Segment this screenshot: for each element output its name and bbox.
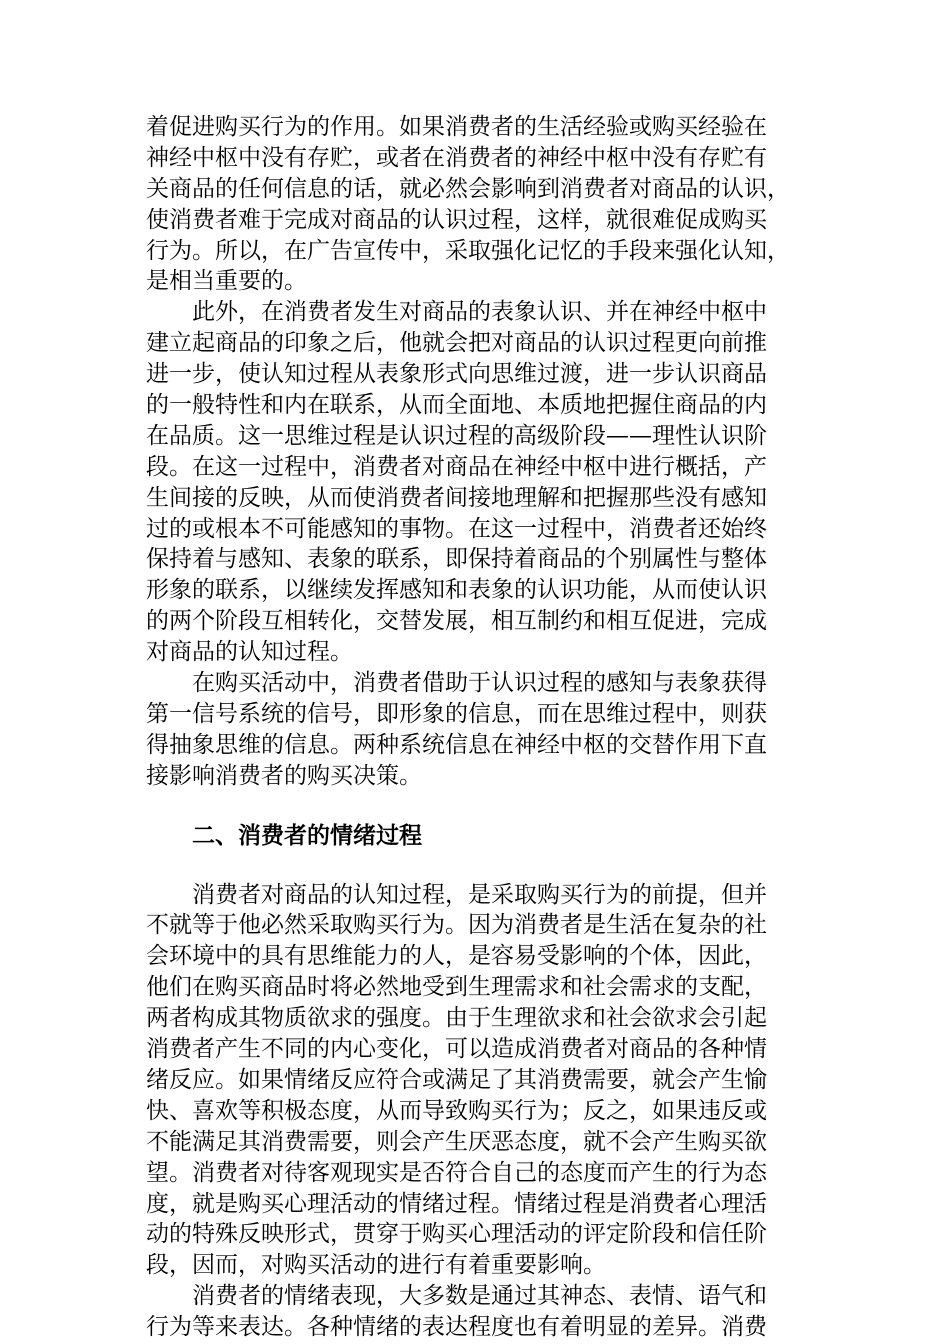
text-line: 在购买活动中，消费者借助于认识过程的感知与表象获得 [192, 670, 767, 697]
section-heading: 二、消费者的情绪过程 [192, 821, 422, 849]
paragraph-2 [146, 297, 800, 668]
text-line: 神经中枢中没有存贮，或者在消费者的神经中枢中没有存贮有 [146, 144, 767, 171]
text-line: 会环境中的具有思维能力的人，是容易受影响的个体，因此， [146, 943, 767, 970]
text-line: 行为。所以，在广告宣传中，采取强化记忆的手段来强化认知， [146, 237, 790, 264]
text-line: 不能满足其消费需要，则会产生厌恶态度，就不会产生购买欲 [146, 1128, 767, 1155]
spacer [146, 792, 800, 820]
text-line: 进一步，使认知过程从表象形式向思维过渡，进一步认识商品 [146, 361, 767, 388]
text-line: 使消费者难于完成对商品的认识过程，这样，就很难促成购买 [146, 206, 767, 233]
paragraph-3 [146, 668, 800, 792]
text-line: 接影响消费者的购买决策。 [146, 762, 422, 789]
text-line: 的一般特性和内在联系，从而全面地、本质地把握住商品的内 [146, 392, 767, 419]
text-line: 第一信号系统的信号，即形象的信息，而在思维过程中，则获 [146, 700, 767, 727]
paragraph-4 [146, 880, 800, 1282]
text-line: 段。在这一过程中，消费者对商品在神经中枢中进行概括，产 [146, 453, 767, 480]
text-line: 消费者产生不同的内心变化，可以造成消费者对商品的各种情 [146, 1036, 767, 1063]
text-line: 生间接的反映，从而使消费者间接地理解和把握那些没有感知 [146, 484, 767, 511]
text-line: 绪反应。如果情绪反应符合或满足了其消费需要，就会产生愉 [146, 1066, 767, 1093]
text-line: 望。消费者对待客观现实是否符合自己的态度而产生的行为态 [146, 1159, 767, 1186]
text-line: 的两个阶段互相转化，交替发展，相互制约和相互促进，完成 [146, 608, 767, 635]
text-line: 消费者的情绪表现，大多数是通过其神态、表情、语气和 [192, 1283, 767, 1310]
spacer [146, 852, 800, 880]
text-line: 度，就是购买心理活动的情绪过程。情绪过程是消费者心理活 [146, 1190, 767, 1217]
text-line: 动的特殊反映形式，贯穿于购买心理活动的评定阶段和信任阶 [146, 1221, 767, 1248]
text-line: 着促进购买行为的作用。如果消费者的生活经验或购买经验在 [146, 114, 767, 140]
text-line: 对商品的认知过程。 [146, 639, 353, 666]
text-line: 不就等于他必然采取购买行为。因为消费者是生活在复杂的社 [146, 912, 767, 939]
text-line: 两者构成其物质欲求的强度。由于生理欲求和社会欲求会引起 [146, 1005, 767, 1032]
paragraph-1 [146, 112, 800, 297]
text-line: 过的或根本不可能感知的事物。在这一过程中，消费者还始终 [146, 515, 767, 542]
paragraph-5 [146, 1281, 800, 1343]
text-line: 得抽象思维的信息。两种系统信息在神经中枢的交替作用下直 [146, 731, 767, 758]
document-body [146, 112, 800, 1343]
text-line: 在品质。这一思维过程是认识过程的高级阶段——理性认识阶 [146, 422, 767, 449]
text-line: 段，因而，对购买活动的进行有着重要影响。 [146, 1252, 606, 1279]
text-line: 建立起商品的印象之后，他就会把对商品的认识过程更向前推 [146, 330, 767, 357]
text-line: 消费者对商品的认知过程，是采取购买行为的前提，但并 [192, 881, 767, 908]
text-line: 他们在购买商品时将必然地受到生理需求和社会需求的支配， [146, 974, 767, 1001]
text-line: 保持着与感知、表象的联系，即保持着商品的个别属性与整体 [146, 546, 767, 573]
text-line: 是相当重要的。 [146, 268, 307, 295]
text-line: 此外，在消费者发生对商品的表象认识、并在神经中枢中 [192, 299, 767, 326]
text-line: 形象的联系，以继续发挥感知和表象的认识功能，从而使认识 [146, 577, 767, 604]
text-line: 关商品的任何信息的话，就必然会影响到消费者对商品的认识， [146, 175, 790, 202]
text-line: 快、喜欢等积极态度，从而导致购买行为；反之，如果违反或 [146, 1097, 767, 1124]
text-line: 行为等来表达。各种情绪的表达程度也有着明显的差异。消费 [146, 1314, 767, 1341]
